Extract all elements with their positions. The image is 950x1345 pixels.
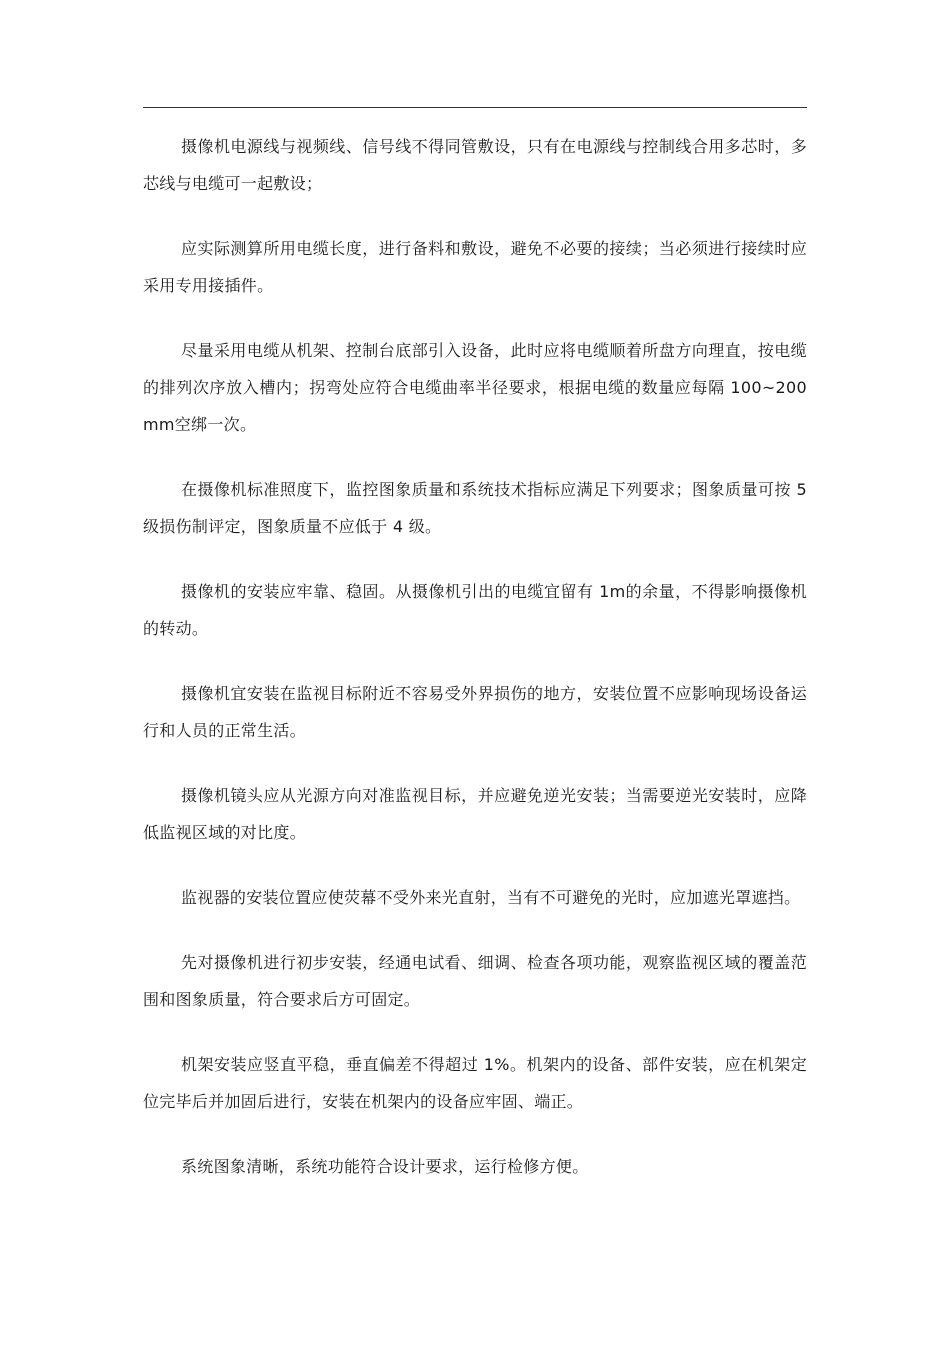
paragraph-6: 摄像机宜安装在监视目标附近不容易受外界损伤的地方，安装位置不应影响现场设备运行和人员的正常生活。 — [143, 684, 807, 740]
header-rule — [143, 107, 807, 108]
paragraph-9: 先对摄像机进行初步安装，经通电试看、细调、检查各项功能，观察监视区域的覆盖范围和图象质量，符合要求后方可固定。 — [143, 953, 807, 1009]
paragraph-2: 应实际测算所用电缆长度，进行备料和敷设，避免不必要的接续；当必须进行接续时应采用专用接插件。 — [143, 239, 807, 295]
paragraph-4: 在摄像机标准照度下，监控图象质量和系统技术指标应满足下列要求；图象质量可按 5 级损伤制评定，图象质量不应低于 4 级。 — [143, 480, 807, 536]
paragraph-5: 摄像机的安装应牢靠、稳固。从摄像机引出的电缆宜留有 1m的余量，不得影响摄像机的转动。 — [143, 582, 807, 638]
document-body — [143, 128, 807, 1185]
paragraph-3: 尽量采用电缆从机架、控制台底部引入设备，此时应将电缆顺着所盘方向理直，按电缆的排列次序放入槽内；拐弯处应符合电缆曲率半径要求，根据电缆的数量应每隔 100~200mm空绑一次。 — [143, 341, 807, 434]
paragraph-11: 系统图象清晰，系统功能符合设计要求，运行检修方便。 — [181, 1157, 589, 1176]
paragraph-7: 摄像机镜头应从光源方向对准监视目标，并应避免逆光安装；当需要逆光安装时，应降低监视区域的对比度。 — [143, 786, 807, 842]
paragraph-10: 机架安装应竖直平稳，垂直偏差不得超过 1%。机架内的设备、部件安装，应在机架定位完毕后并加固后进行，安装在机架内的设备应牢固、端正。 — [143, 1055, 807, 1111]
paragraph-1: 摄像机电源线与视频线、信号线不得同管敷设，只有在电源线与控制线合用多芯时，多芯线与电缆可一起敷设； — [143, 137, 807, 193]
paragraph-8: 监视器的安装位置应使荧幕不受外来光直射，当有不可避免的光时，应加遮光罩遮挡。 — [181, 888, 801, 907]
